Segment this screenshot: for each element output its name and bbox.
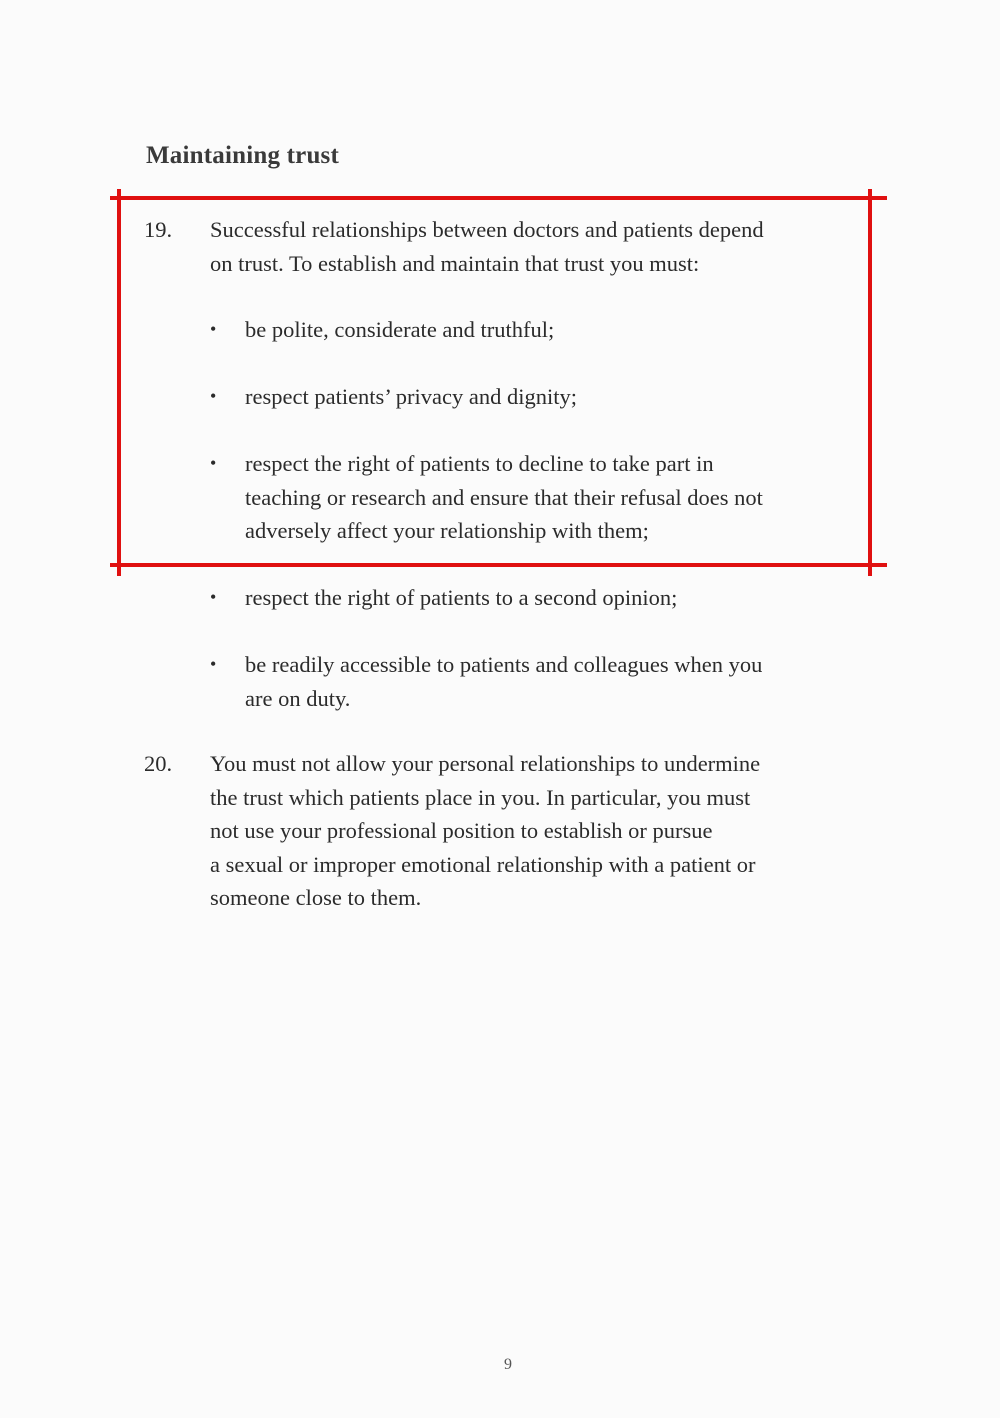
text-line: a sexual or improper emotional relationship with a patient or <box>210 851 756 877</box>
paragraph-20 <box>144 747 864 915</box>
page-number: 9 <box>504 1356 512 1373</box>
text-line: adversely affect your relationship with them; <box>245 518 649 543</box>
text-line: the trust which patients place in you. In particular, you must <box>210 784 751 810</box>
text-line: on trust. To establish and maintain that trust you must: <box>210 250 700 276</box>
text-line: Successful relationships between doctors and patients depend <box>210 217 764 242</box>
text-line: respect patients’ privacy and dignity; <box>245 384 577 409</box>
highlight-frame-top <box>110 196 887 200</box>
highlight-frame-bottom <box>110 563 887 567</box>
text-line: someone close to them. <box>210 885 422 910</box>
paragraph-number: 19. <box>144 217 173 242</box>
bullet-item <box>210 380 860 414</box>
paragraph-text <box>210 747 850 915</box>
bullet-icon: • <box>210 386 217 406</box>
bullet-item <box>210 447 860 548</box>
text-line: respect the right of patients to a second opinion; <box>245 585 678 610</box>
bullet-icon: • <box>210 654 217 674</box>
paragraph-number: 20. <box>144 751 173 776</box>
bullet-item <box>210 648 860 715</box>
text-line: be polite, considerate and truthful; <box>245 317 555 342</box>
section-heading: Maintaining trust <box>146 142 339 169</box>
text-line: teaching or research and ensure that their refusal does not <box>245 484 763 510</box>
bullet-icon: • <box>210 453 217 473</box>
text-line: You must not allow your personal relationships to undermine <box>210 751 761 776</box>
bullet-icon: • <box>210 587 217 607</box>
text-line: be readily accessible to patients and colleagues when you <box>245 652 763 677</box>
bullet-icon: • <box>210 319 217 339</box>
bullet-item <box>210 313 860 347</box>
highlight-frame-left <box>117 189 121 576</box>
bullet-item <box>210 581 860 615</box>
text-line: are on duty. <box>245 685 351 711</box>
paragraph-text <box>210 213 850 280</box>
text-line: not use your professional position to establish or pursue <box>210 818 713 843</box>
paragraph-19 <box>144 213 864 280</box>
highlight-frame-right <box>868 189 872 576</box>
text-line: respect the right of patients to decline to take part in <box>245 451 714 476</box>
